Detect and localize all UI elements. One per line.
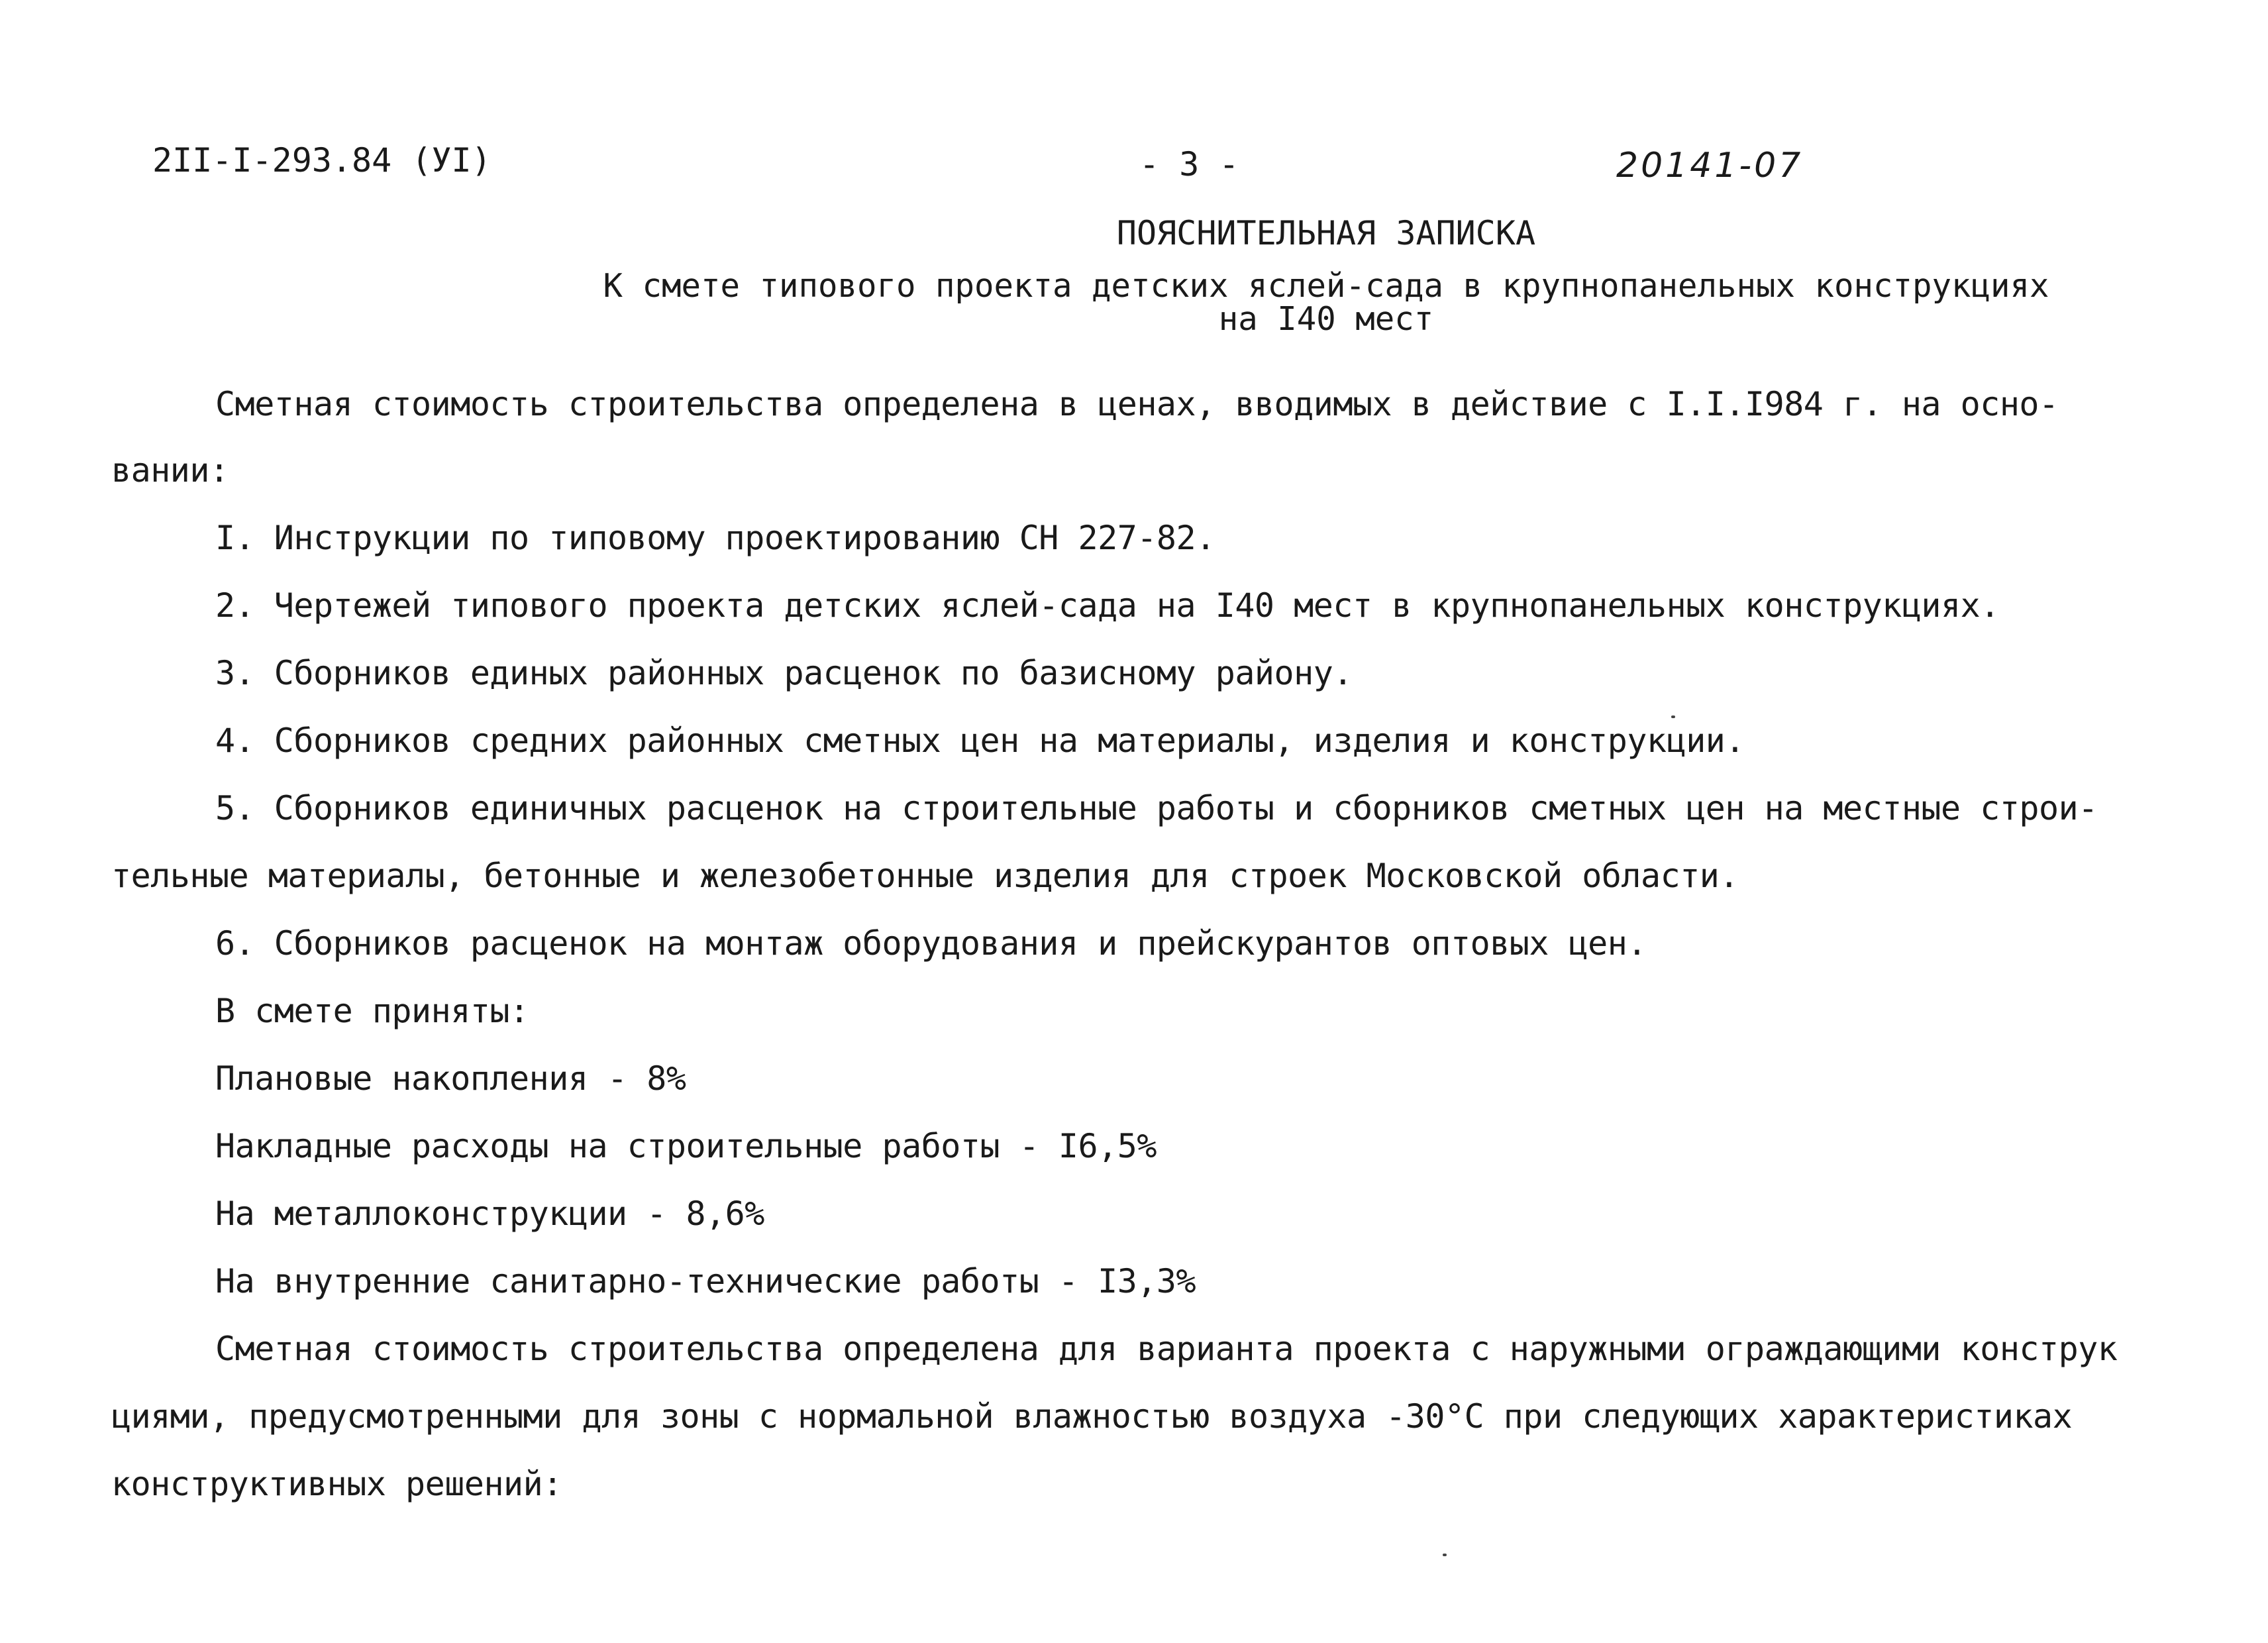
handwritten-stamp: 20141-07 <box>1616 146 1804 186</box>
list-item-5-continuation: тельные материалы, бетонные и железобетонные изделия для строек Московской области. <box>111 857 1739 895</box>
intro-paragraph-line-1: Сметная стоимость строительства определена в ценах, вводимых в действие с I.I.I984 г. на осно- <box>215 385 2059 423</box>
closing-paragraph-line-3: конструктивных решений: <box>111 1465 562 1503</box>
document-code: 2II-I-293.84 (УI) <box>152 141 491 180</box>
list-item-1: I. Инструкции по типовому проектированию СН 227-82. <box>215 519 1215 557</box>
list-item-5: 5. Сборников единичных расценок на строительные работы и сборников сметных цен на местные строи- <box>215 789 2098 827</box>
document-heading: ПОЯСНИТЕЛЬНАЯ ЗАПИСКА <box>1116 214 1536 252</box>
document-subtitle-line-1: К смете типового проекта детских яслей-сада в крупнопанельных конструкциях <box>603 267 2049 305</box>
closing-paragraph-line-2: циями, предусмотренными для зоны с нормальной влажностью воздуха -30°С при следующих характеристиках <box>111 1397 2073 1436</box>
scan-speck <box>1443 1554 1447 1556</box>
scan-speck <box>1671 716 1675 718</box>
list-item-3: 3. Сборников единых районных расценок по базисному району. <box>215 654 1353 692</box>
accepted-heading: В смете приняты: <box>215 992 529 1030</box>
rate-planned-savings: Плановые накопления - 8% <box>215 1059 686 1098</box>
rate-metal-structures: На металлоконструкции - 8,6% <box>215 1194 764 1233</box>
document-subtitle-line-2: на I40 мест <box>1218 300 1434 338</box>
intro-paragraph-line-2: вании: <box>111 451 229 490</box>
list-item-6: 6. Сборников расценок на монтаж оборудования и прейскурантов оптовых цен. <box>215 924 1647 963</box>
rate-overhead-construction: Накладные расходы на строительные работы - I6,5% <box>215 1127 1157 1165</box>
rate-sanitary-works: На внутренние санитарно-технические работы - I3,3% <box>215 1262 1196 1300</box>
closing-paragraph-line-1: Сметная стоимость строительства определена для варианта проекта с наружными ограждающими конструк <box>215 1330 2118 1368</box>
list-item-4: 4. Сборников средних районных сметных цен на материалы, изделия и конструкции. <box>215 721 1745 760</box>
page-number: - 3 - <box>1139 145 1239 184</box>
list-item-2: 2. Чертежей типового проекта детских яслей-сада на I40 мест в крупнопанельных конструкциях. <box>215 586 2000 625</box>
